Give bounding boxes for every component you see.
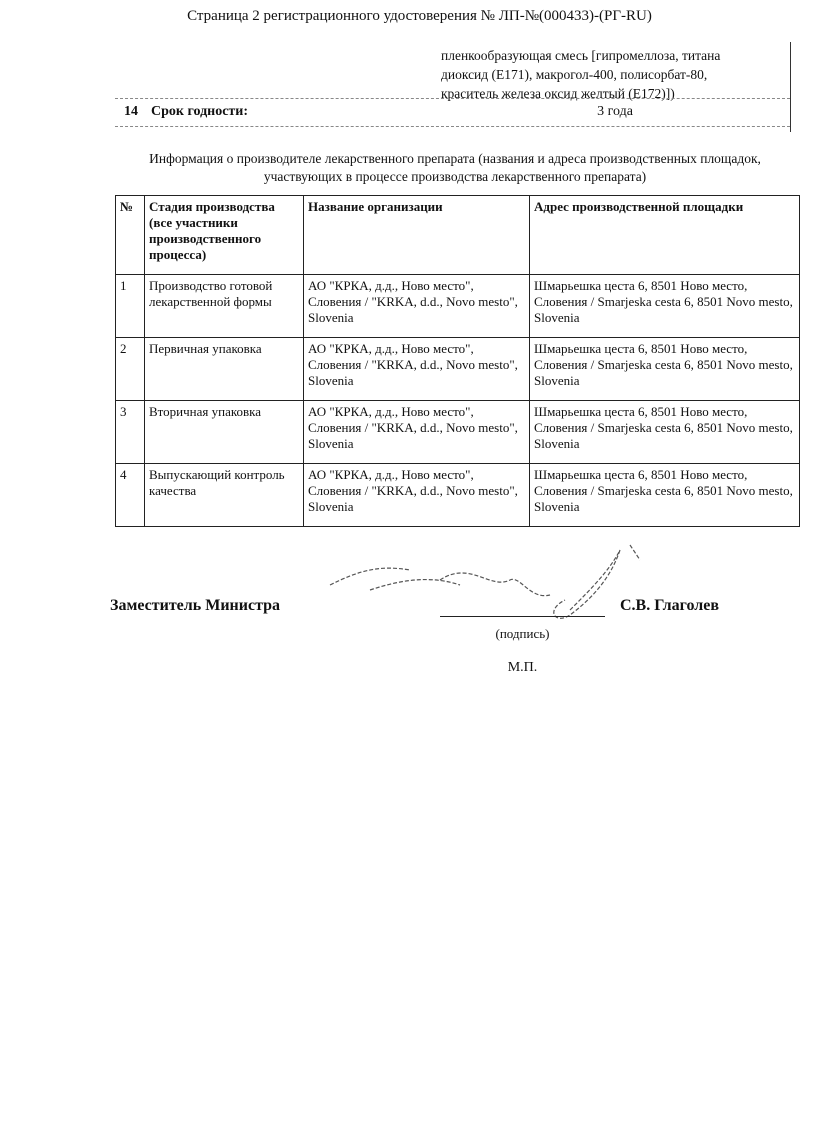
cell-number: 4 <box>116 464 145 527</box>
divider <box>115 126 790 127</box>
cell-organization: АО "КРКА, д.д., Ново место", Словения / "KRKA, d.d., Novo mesto", Slovenia <box>304 338 530 401</box>
divider <box>115 98 790 99</box>
cell-number: 3 <box>116 401 145 464</box>
shelf-life-value: 3 года <box>597 104 633 119</box>
cell-stage: Вторичная упаковка <box>145 401 304 464</box>
cell-number: 2 <box>116 338 145 401</box>
composition-line: пленкообразующая смесь [гипромеллоза, титана <box>441 48 721 63</box>
shelf-life-label: Срок годности: <box>151 104 249 119</box>
signatory-position: Заместитель Министра <box>110 597 281 614</box>
section-number: 14 <box>124 104 138 119</box>
table-border <box>790 42 791 132</box>
cell-stage: Первичная упаковка <box>145 338 304 401</box>
col-header-stage: Стадия производства (все участники производственного процесса) <box>145 196 304 275</box>
composition-text <box>441 46 791 103</box>
cell-organization: АО "КРКА, д.д., Ново место", Словения / "KRKA, d.d., Novo mesto", Slovenia <box>304 464 530 527</box>
info-line: Информация о производителе лекарственного препарата (названия и адреса производственных площадок, <box>149 151 761 166</box>
signature-line <box>440 616 605 617</box>
table-header-row <box>116 196 800 275</box>
table-row <box>116 401 800 464</box>
cell-organization: АО "КРКА, д.д., Ново место", Словения / "KRKA, d.d., Novo mesto", Slovenia <box>304 401 530 464</box>
col-header-address: Адрес производственной площадки <box>530 196 800 275</box>
manufacturer-table <box>115 195 800 527</box>
table-row <box>116 338 800 401</box>
cell-organization: АО "КРКА, д.д., Ново место", Словения / "KRKA, d.d., Novo mesto", Slovenia <box>304 275 530 338</box>
cell-address: Шмарьешка цеста 6, 8501 Ново место, Словения / Smarjeska cesta 6, 8501 Novo mesto, Slovenia <box>530 275 800 338</box>
table-row <box>116 464 800 527</box>
info-line: участвующих в процессе производства лекарственного препарата) <box>263 169 647 184</box>
table-row <box>116 275 800 338</box>
cell-address: Шмарьешка цеста 6, 8501 Ново место, Словения / Smarjeska cesta 6, 8501 Novo mesto, Slovenia <box>530 464 800 527</box>
cell-address: Шмарьешка цеста 6, 8501 Ново место, Словения / Smarjeska cesta 6, 8501 Novo mesto, Slovenia <box>530 401 800 464</box>
stamp-place: М.П. <box>507 660 538 675</box>
signatory-name: С.В. Глаголев <box>620 597 719 614</box>
page-header: Страница 2 регистрационного удостоверения № ЛП-№(000433)-(РГ-RU) <box>187 8 652 24</box>
manufacturer-info-heading <box>110 150 800 186</box>
cell-address: Шмарьешка цеста 6, 8501 Ново место, Словения / Smarjeska cesta 6, 8501 Novo mesto, Slovenia <box>530 338 800 401</box>
col-header-organization: Название организации <box>304 196 530 275</box>
cell-stage: Производство готовой лекарственной формы <box>145 275 304 338</box>
col-header-number: № <box>116 196 145 275</box>
composition-line: краситель железа оксид желтый (Е172)]) <box>441 86 675 101</box>
composition-line: диоксид (Е171), макрогол-400, полисорбат-80, <box>441 67 708 82</box>
signature-caption: (подпись) <box>495 626 550 641</box>
cell-number: 1 <box>116 275 145 338</box>
cell-stage: Выпускающий контроль качества <box>145 464 304 527</box>
